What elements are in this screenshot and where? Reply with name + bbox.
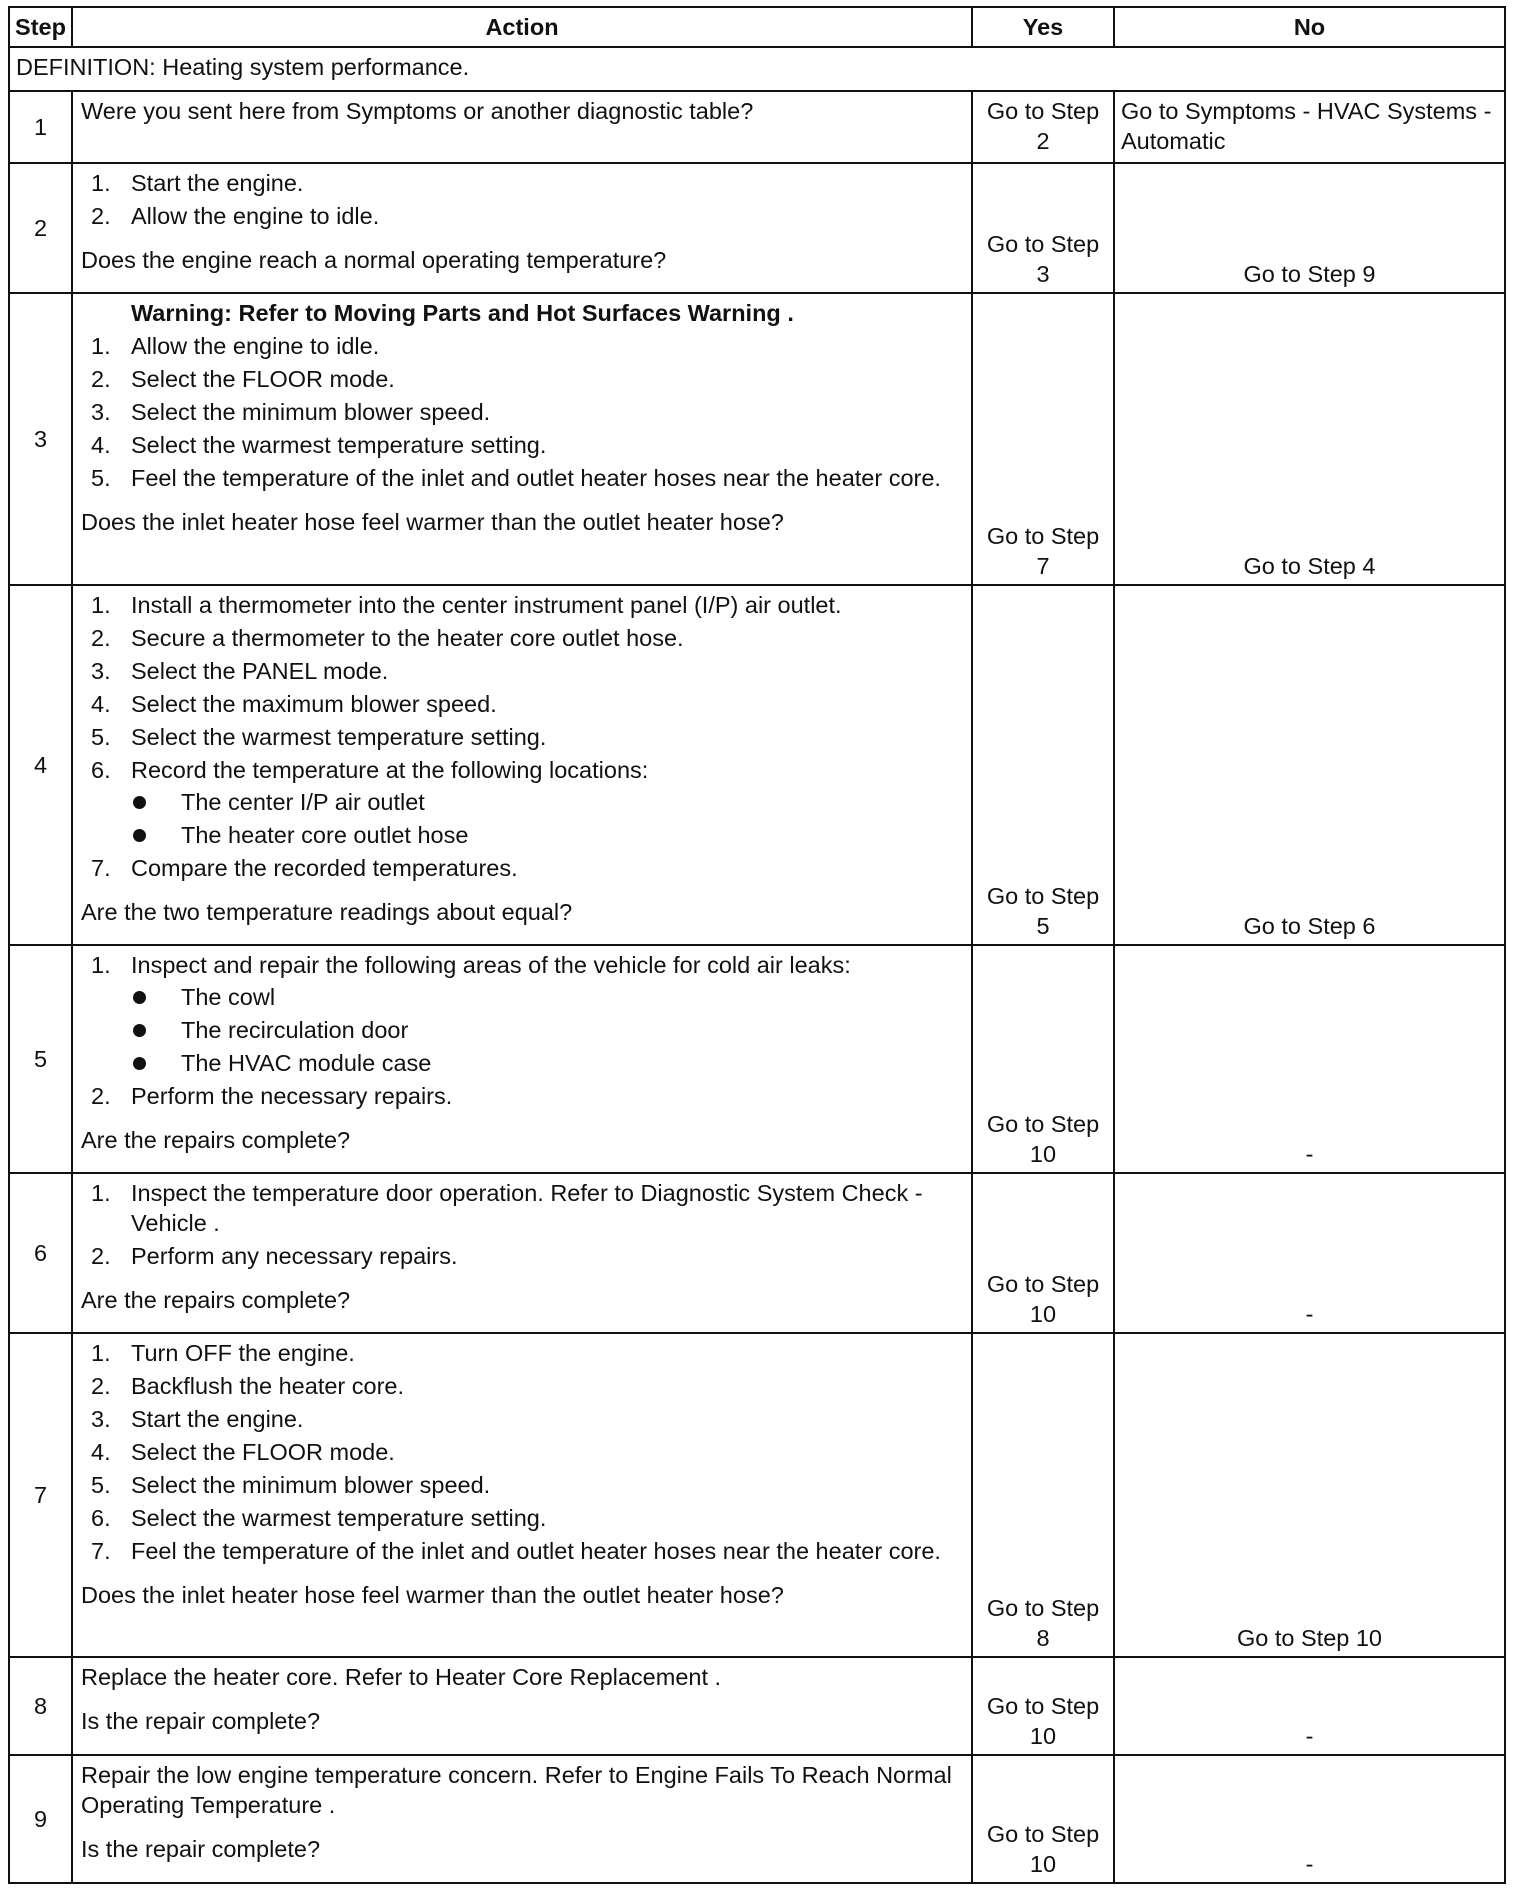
list-item: 4. Select the maximum blower speed. [91,691,497,717]
table-row [9,293,1505,585]
action-steps [81,331,963,493]
yes-cell: Go to Step 8 [972,1333,1114,1657]
action-intro: Repair the low engine temperature concern. Refer to Engine Fails To Reach Normal Operating Temperature . [81,1762,952,1818]
definition-text: DEFINITION: Heating system performance. [9,47,1505,91]
list-item: 5. Feel the temperature of the inlet and outlet heater hoses near the heater core. [91,465,941,491]
table-row [9,91,1505,163]
list-item: 1. Inspect the temperature door operation. Refer to Diagnostic System Check - Vehicle . [91,1180,923,1236]
list-item: 5. Select the warmest temperature setting. [91,724,547,750]
step-number: 3 [9,293,72,585]
list-item: 4. Select the warmest temperature setting. [91,432,547,458]
no-cell: - [1114,945,1505,1173]
action-cell [72,91,972,163]
list-item: 2. Allow the engine to idle. [91,203,380,229]
list-item: 6. Select the warmest temperature setting. [91,1505,547,1531]
list-item: 1. Install a thermometer into the center instrument panel (I/P) air outlet. [91,592,842,618]
step-number: 6 [9,1173,72,1333]
table-row [9,945,1505,1173]
header-no: No [1114,7,1505,47]
list-item: 2. Backflush the heater core. [91,1373,405,1399]
bullet-icon [133,796,146,809]
header-step: Step [9,7,72,47]
action-question: Does the inlet heater hose feel warmer than the outlet heater hose? [81,1582,784,1608]
action-intro: Replace the heater core. Refer to Heater Core Replacement . [81,1664,722,1690]
no-cell: Go to Step 4 [1114,293,1505,585]
bullet-icon [133,829,146,842]
action-cell [72,1333,972,1657]
diagnostic-table-wrapper [8,6,1506,1884]
bullet-item: The cowl [131,982,963,1012]
warning-text: Warning: Refer to Moving Parts and Hot Surfaces Warning . [131,300,794,326]
list-item: 3. Select the PANEL mode. [91,658,389,684]
bullet-item: The center I/P air outlet [131,787,963,817]
action-question: Are the repairs complete? [81,1127,351,1153]
action-steps [81,590,963,883]
step-number: 4 [9,585,72,945]
bullet-icon [133,1024,146,1037]
no-cell: Go to Step 9 [1114,163,1505,293]
action-cell [72,1173,972,1333]
action-steps [81,950,963,1111]
action-question: Does the inlet heater hose feel warmer than the outlet heater hose? [81,509,784,535]
action-question: Are the repairs complete? [81,1287,351,1313]
header-action: Action [72,7,972,47]
action-steps [81,1338,963,1566]
yes-cell: Go to Step 10 [972,1657,1114,1755]
list-item: 1. Inspect and repair the following areas of the vehicle for cold air leaks: The cowl The recirculation door The HVAC module case [81,950,963,1078]
step-number: 9 [9,1755,72,1883]
bullet-list [131,982,963,1078]
list-item: 7. Feel the temperature of the inlet and outlet heater hoses near the heater core. [91,1538,941,1564]
table-row [9,1173,1505,1333]
action-steps [81,168,963,231]
no-cell: Go to Step 10 [1114,1333,1505,1657]
action-steps [81,1178,963,1271]
list-item: 2. Perform any necessary repairs. [91,1243,458,1269]
bullet-list [131,787,963,850]
list-item: 4. Select the FLOOR mode. [91,1439,395,1465]
bullet-item: The heater core outlet hose [131,820,963,850]
definition-row [9,47,1505,91]
step-number: 1 [9,91,72,163]
table-row [9,163,1505,293]
step-number: 5 [9,945,72,1173]
yes-cell: Go to Step 10 [972,1173,1114,1333]
bullet-item: The recirculation door [131,1015,963,1045]
step-number: 2 [9,163,72,293]
list-item: 2. Secure a thermometer to the heater core outlet hose. [91,625,684,651]
bullet-icon [133,1057,146,1070]
no-cell: - [1114,1755,1505,1883]
no-cell: Go to Step 6 [1114,585,1505,945]
yes-cell: Go to Step 10 [972,1755,1114,1883]
action-cell [72,1657,972,1755]
step-number: 8 [9,1657,72,1755]
action-cell [72,945,972,1173]
list-item: 3. Start the engine. [91,1406,304,1432]
action-intro: Were you sent here from Symptoms or another diagnostic table? [81,98,754,124]
action-question: Are the two temperature readings about equal? [81,899,573,925]
list-item: 2. Perform the necessary repairs. [91,1083,453,1109]
list-item: 1. Start the engine. [91,170,304,196]
list-item: 6. Record the temperature at the following locations: The center I/P air outlet The heater core outlet hose [81,755,963,850]
list-item: 5. Select the minimum blower speed. [91,1472,491,1498]
list-item: 1. Turn OFF the engine. [91,1340,355,1366]
list-item: 3. Select the minimum blower speed. [91,399,491,425]
no-cell: - [1114,1173,1505,1333]
yes-cell: Go to Step 7 [972,293,1114,585]
action-cell [72,163,972,293]
action-question: Is the repair complete? [81,1708,321,1734]
yes-cell: Go to Step 3 [972,163,1114,293]
bullet-item: The HVAC module case [131,1048,963,1078]
table-row [9,585,1505,945]
table-row [9,1333,1505,1657]
action-question: Is the repair complete? [81,1836,321,1862]
action-cell [72,293,972,585]
no-cell: Go to Symptoms - HVAC Systems - Automatic [1114,91,1505,163]
action-cell [72,585,972,945]
yes-cell: Go to Step 5 [972,585,1114,945]
step-number: 7 [9,1333,72,1657]
header-row [9,7,1505,47]
action-cell [72,1755,972,1883]
action-question: Does the engine reach a normal operating temperature? [81,247,667,273]
table-row [9,1657,1505,1755]
yes-cell: Go to Step 2 [972,91,1114,163]
yes-cell: Go to Step 10 [972,945,1114,1173]
table-row [9,1755,1505,1883]
bullet-icon [133,991,146,1004]
header-yes: Yes [972,7,1114,47]
list-item: 7. Compare the recorded temperatures. [91,855,518,881]
list-item: 1. Allow the engine to idle. [91,333,380,359]
diagnostic-table [8,6,1506,1884]
no-cell: - [1114,1657,1505,1755]
list-item: 2. Select the FLOOR mode. [91,366,395,392]
